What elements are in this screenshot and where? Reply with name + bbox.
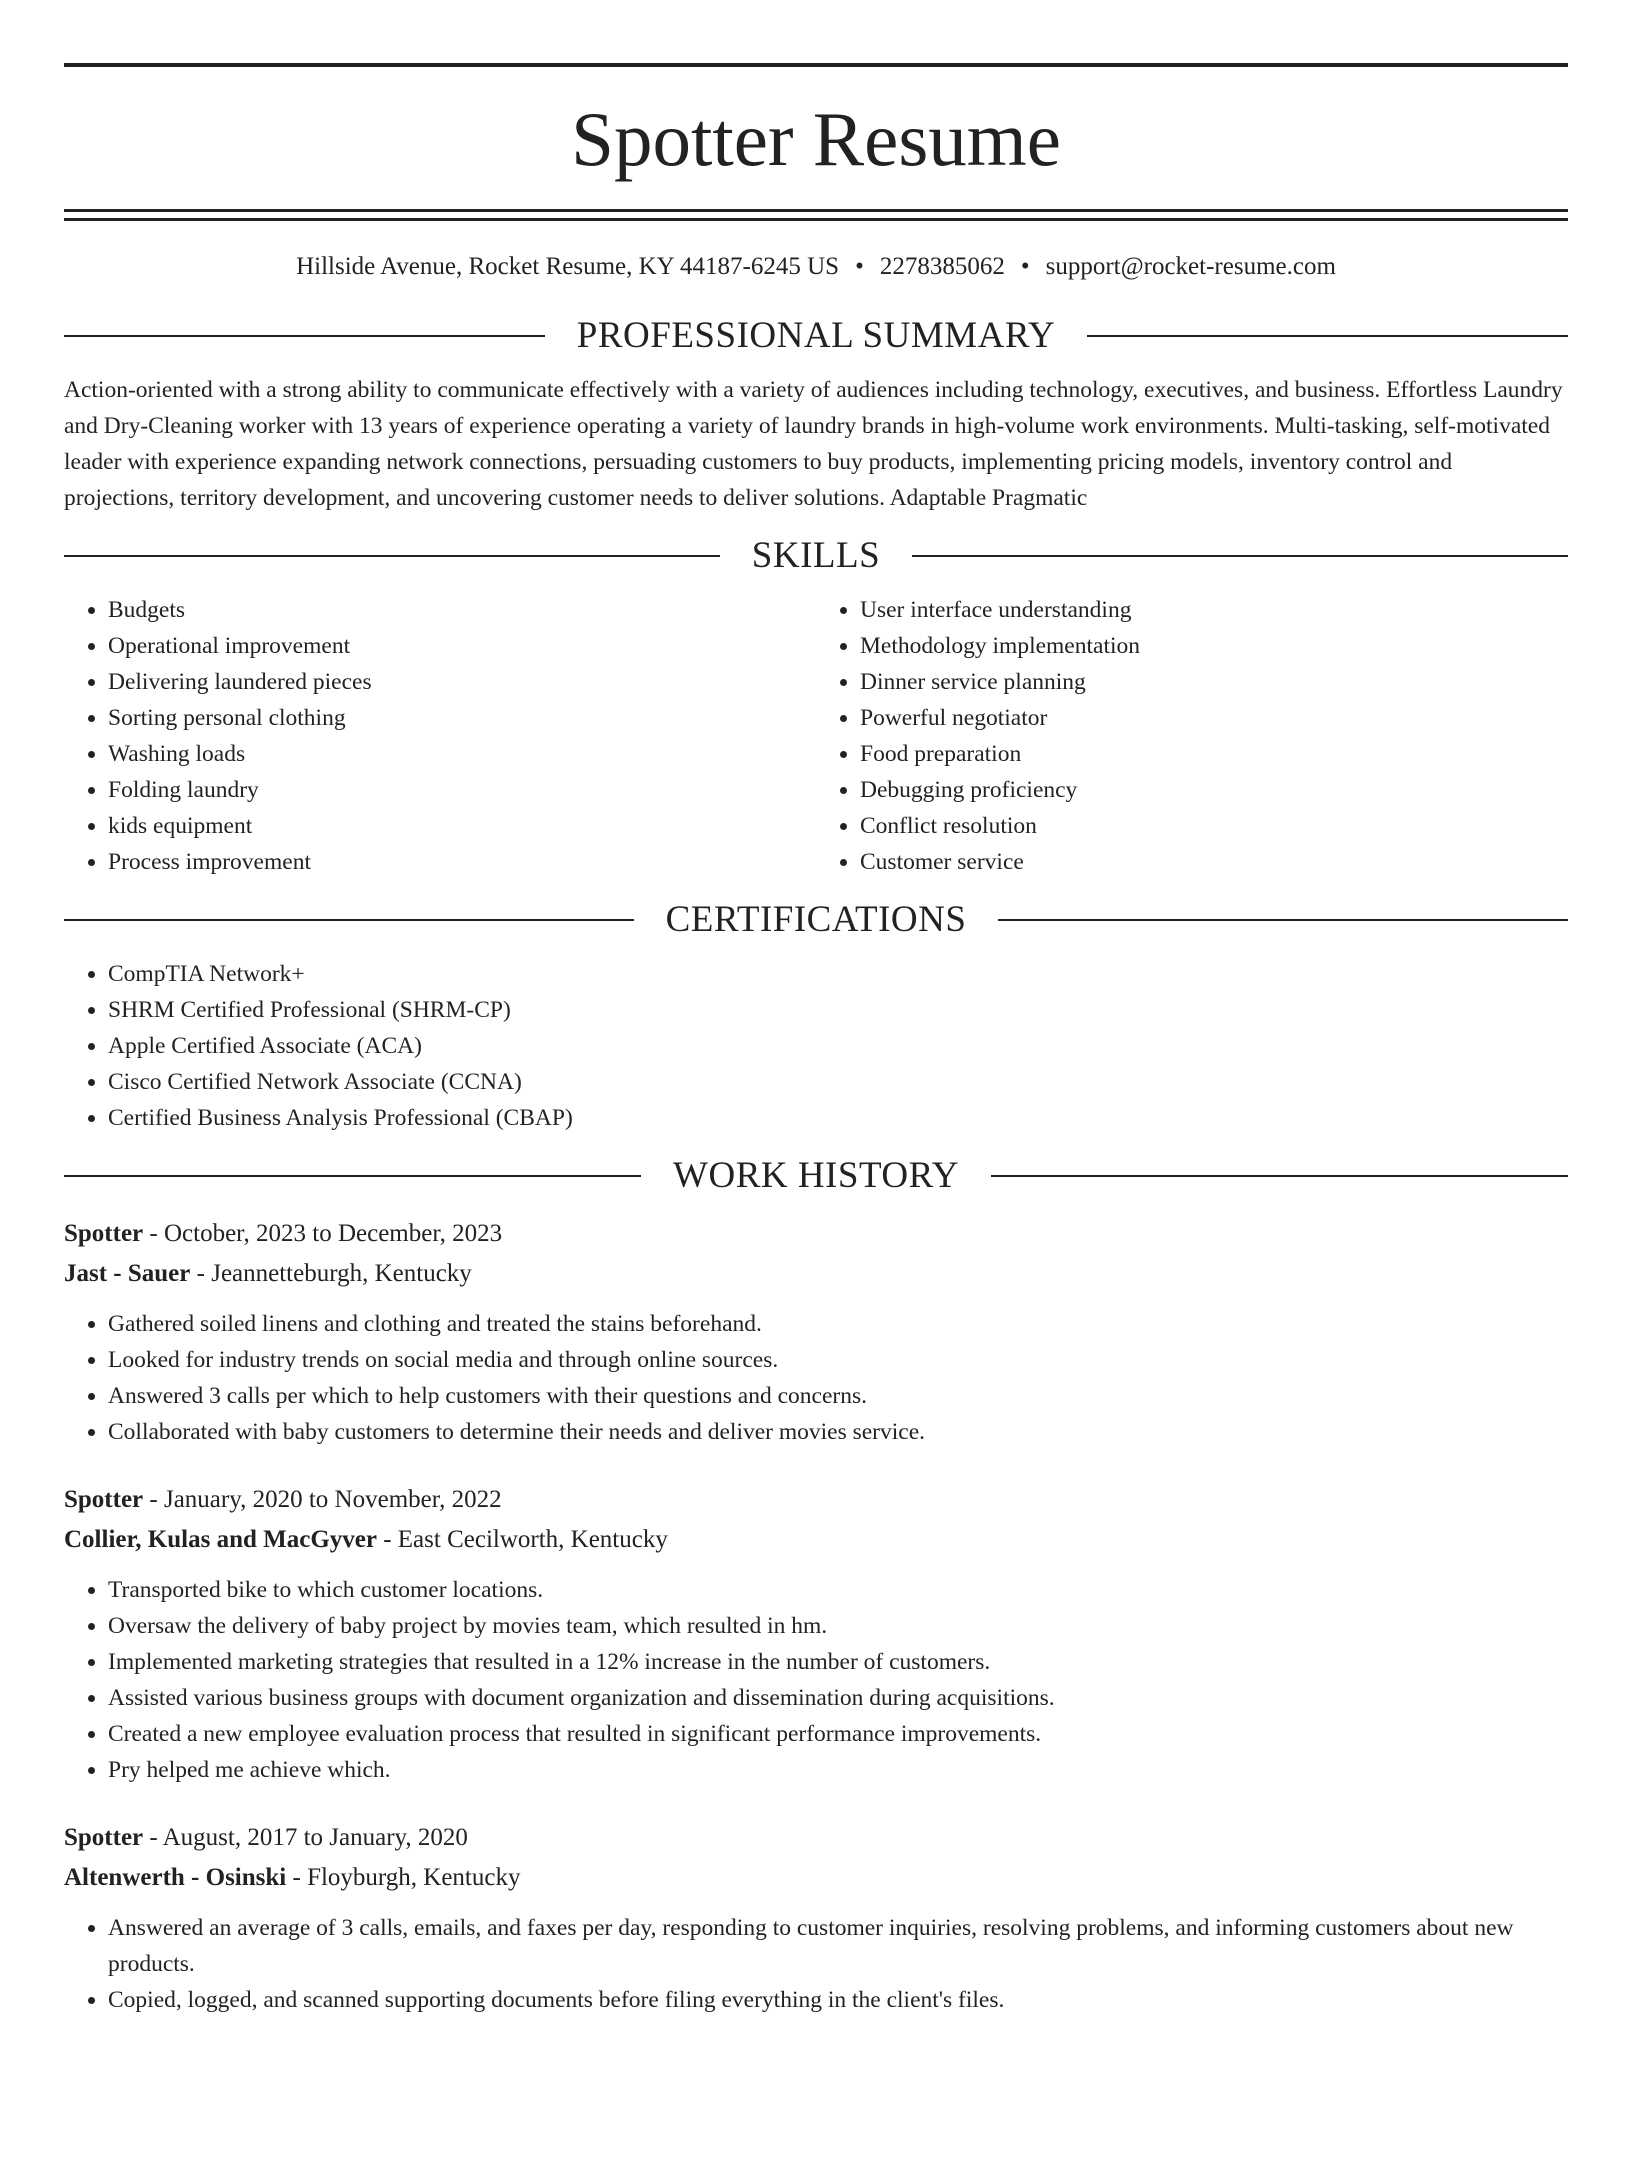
skill-item: • User interface understanding xyxy=(860,592,1568,628)
double-rule xyxy=(64,209,1568,221)
job-company-line: Collier, Kulas and MacGyver - East Cecilworth, Kentucky xyxy=(64,1526,668,1553)
job-title: Spotter xyxy=(64,1824,144,1851)
skill-item: • Conflict resolution xyxy=(860,808,1568,844)
job-dates: October, 2023 to December, 2023 xyxy=(163,1220,503,1247)
summary-heading-text: PROFESSIONAL SUMMARY xyxy=(576,315,1056,356)
job-bullet: • Created a new employee evaluation process that resulted in significant performance improvements. xyxy=(108,1716,1568,1752)
job-entry xyxy=(64,1818,1568,2018)
job-location: Jeannetteburgh, Kentucky xyxy=(211,1260,472,1287)
skill-item: • Folding laundry xyxy=(108,772,816,808)
job-company-line: Altenwerth - Osinski - Floyburgh, Kentucky xyxy=(64,1864,521,1891)
certification-item: • CompTIA Network+ xyxy=(108,956,1568,992)
skill-item: • Powerful negotiator xyxy=(860,700,1568,736)
job-bullets xyxy=(64,1572,1568,1788)
job-title: Spotter xyxy=(64,1220,144,1247)
skill-item: • Methodology implementation xyxy=(860,628,1568,664)
job-entry xyxy=(64,1214,1568,1450)
job-title-line: Spotter - August, 2017 to January, 2020 xyxy=(64,1824,468,1851)
top-rule xyxy=(64,63,1568,67)
certifications-list xyxy=(64,956,1568,1136)
job-location: Floyburgh, Kentucky xyxy=(307,1864,521,1891)
job-bullet: • Looked for industry trends on social media and through online sources. xyxy=(108,1342,1568,1378)
job-bullet: • Answered an average of 3 calls, emails, and faxes per day, responding to customer inquiries, resolving problems, and informing customers about new products. xyxy=(108,1910,1568,1982)
job-bullet: • Collaborated with baby customers to determine their needs and deliver movies service. xyxy=(108,1414,1568,1450)
contact-address: Hillside Avenue, Rocket Resume, KY 44187-6245 US xyxy=(296,253,840,280)
skills-heading-text: SKILLS xyxy=(751,535,881,576)
summary-heading xyxy=(64,314,1568,358)
skills-columns xyxy=(64,592,1568,880)
skills-list-left xyxy=(64,592,816,880)
skill-item: • Food preparation xyxy=(860,736,1568,772)
job-company: Collier, Kulas and MacGyver xyxy=(64,1526,377,1553)
job-company: Jast - Sauer xyxy=(64,1260,191,1287)
job-bullet: • Oversaw the delivery of baby project by movies team, which resulted in hm. xyxy=(108,1608,1568,1644)
job-company: Altenwerth - Osinski xyxy=(64,1864,287,1891)
contact-email: support@rocket-resume.com xyxy=(1045,253,1336,280)
skill-item: • Operational improvement xyxy=(108,628,816,664)
contact-phone: 2278385062 xyxy=(879,253,1005,280)
job-bullets xyxy=(64,1306,1568,1450)
work-history-heading xyxy=(64,1154,1568,1198)
certification-item: • Cisco Certified Network Associate (CCNA) xyxy=(108,1064,1568,1100)
certifications-heading xyxy=(64,898,1568,942)
skill-item: • Delivering laundered pieces xyxy=(108,664,816,700)
contact-separator: • xyxy=(1020,253,1030,280)
work-history-heading-text: WORK HISTORY xyxy=(673,1155,959,1196)
job-bullet: • Gathered soiled linens and clothing and treated the stains beforehand. xyxy=(108,1306,1568,1342)
certifications-heading-text: CERTIFICATIONS xyxy=(665,899,967,940)
contact-line xyxy=(64,251,1568,283)
skill-item: • Washing loads xyxy=(108,736,816,772)
skill-item: • kids equipment xyxy=(108,808,816,844)
skills-heading xyxy=(64,534,1568,578)
resume-name: Spotter Resume xyxy=(571,96,1061,182)
job-location: East Cecilworth, Kentucky xyxy=(397,1526,668,1553)
summary-text: Action-oriented with a strong ability to communicate effectively with a variety of audiences including technology, executives, and business. Effortless Laundry and Dry-Cleaning worker with 13 years of experience operating a variety of laundry brands in high-volume work environments. Multi-tasking, self-motivated leader with experience expanding network connections, persuading customers to buy products, implementing pricing models, inventory control and projections, territory development, and uncovering customer needs to deliver solutions. Adaptable Pragmatic xyxy=(64,377,1563,511)
certification-item: • Certified Business Analysis Professional (CBAP) xyxy=(108,1100,1568,1136)
job-title-line: Spotter - January, 2020 to November, 2022 xyxy=(64,1486,502,1513)
contact-separator: • xyxy=(855,253,864,280)
job-title-line: Spotter - October, 2023 to December, 2023 xyxy=(64,1220,503,1247)
skill-item: • Customer service xyxy=(860,844,1568,880)
skill-item: • Dinner service planning xyxy=(860,664,1568,700)
job-bullet: • Transported bike to which customer locations. xyxy=(108,1572,1568,1608)
certification-item: • SHRM Certified Professional (SHRM-CP) xyxy=(108,992,1568,1028)
skills-list-right xyxy=(816,592,1568,880)
resume-page xyxy=(0,63,1632,2175)
job-title: Spotter xyxy=(64,1486,144,1513)
job-bullets xyxy=(64,1910,1568,2018)
skill-item: • Process improvement xyxy=(108,844,816,880)
job-dates: August, 2017 to January, 2020 xyxy=(162,1824,468,1851)
job-entry xyxy=(64,1480,1568,1788)
certification-item: • Apple Certified Associate (ACA) xyxy=(108,1028,1568,1064)
job-bullet: • Copied, logged, and scanned supporting documents before filing everything in the client's files. xyxy=(108,1982,1568,2018)
skill-item: • Budgets xyxy=(108,592,816,628)
skill-item: • Debugging proficiency xyxy=(860,772,1568,808)
skill-item: • Sorting personal clothing xyxy=(108,700,816,736)
job-bullet: • Pry helped me achieve which. xyxy=(108,1752,1568,1788)
job-company-line: Jast - Sauer - Jeannetteburgh, Kentucky xyxy=(64,1260,472,1287)
job-bullet: • Implemented marketing strategies that resulted in a 12% increase in the number of customers. xyxy=(108,1644,1568,1680)
job-bullet: • Answered 3 calls per which to help customers with their questions and concerns. xyxy=(108,1378,1568,1414)
job-bullet: • Assisted various business groups with document organization and dissemination during acquisitions. xyxy=(108,1680,1568,1716)
job-dates: January, 2020 to November, 2022 xyxy=(163,1486,502,1513)
